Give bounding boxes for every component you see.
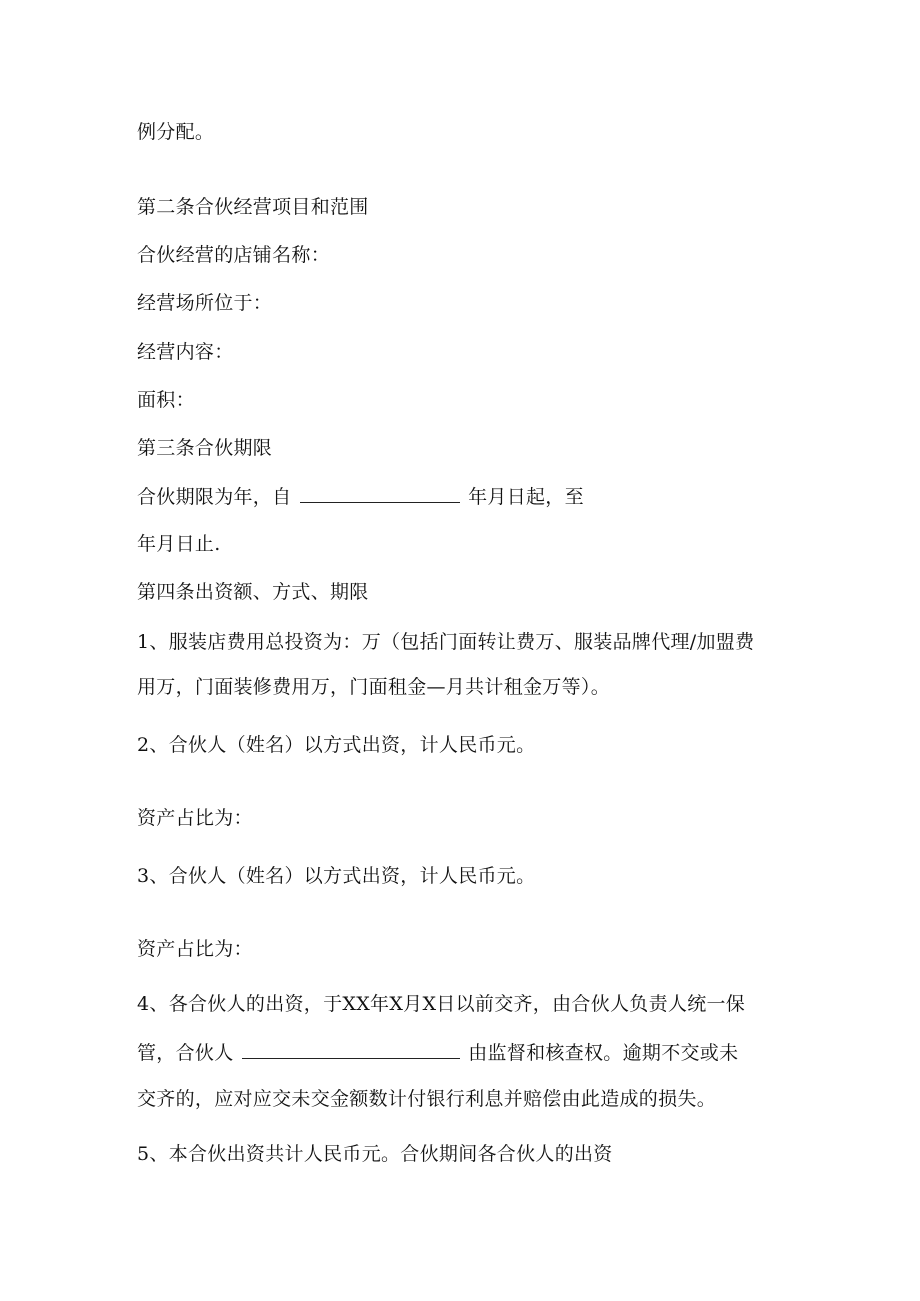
term-text-after: 年月日起，至 bbox=[468, 486, 584, 508]
section-heading-article-3: 第三条合伙期限 bbox=[137, 437, 273, 459]
supervisor-blank bbox=[242, 1040, 460, 1059]
text-line-item-5: 5、本合伙出资共计人民币元。合伙期间各合伙人的出资 bbox=[137, 1143, 613, 1165]
text-line-item-3: 3、合伙人（姓名）以方式出资，计人民币元。 bbox=[137, 865, 536, 887]
text-line-asset-ratio-1: 资产占比为： bbox=[137, 807, 253, 829]
text-line: 例分配。 bbox=[137, 121, 215, 143]
section-heading-article-2: 第二条合伙经营项目和范围 bbox=[137, 196, 369, 218]
term-start-blank bbox=[300, 484, 460, 503]
text-line-area: 面积： bbox=[137, 389, 195, 411]
text-line-item-2: 2、合伙人（姓名）以方式出资，计人民币元。 bbox=[137, 734, 536, 756]
term-text-before: 合伙期限为年，自 bbox=[137, 486, 292, 508]
text-line-term bbox=[137, 484, 584, 509]
section-heading-article-4: 第四条出资额、方式、期限 bbox=[137, 581, 369, 603]
manager-text-before: 管，合伙人 bbox=[137, 1042, 234, 1064]
text-line-business-content: 经营内容： bbox=[137, 341, 234, 363]
text-line-shop-name: 合伙经营的店铺名称： bbox=[137, 244, 331, 266]
text-line-item-4: 4、各合伙人的出资，于XX年X月X日以前交齐，由合伙人负责人统一保 bbox=[137, 993, 746, 1015]
text-line-item-1-cont: 用万，门面装修费用万，门面租金—月共计租金万等）。 bbox=[137, 676, 611, 698]
text-line-item-4-cont bbox=[137, 1040, 738, 1065]
text-line-item-4-end: 交齐的，应对应交未交金额数计付银行利息并赔偿由此造成的损失。 bbox=[137, 1088, 717, 1110]
text-line-asset-ratio-2: 资产占比为： bbox=[137, 938, 253, 960]
text-line-term-end: 年月日止. bbox=[137, 533, 221, 555]
manager-text-after: 由监督和核查权。逾期不交或未 bbox=[468, 1042, 739, 1064]
text-line-item-1: 1、服装店费用总投资为：万（包括门面转让费万、服装品牌代理/加盟费 bbox=[137, 631, 755, 653]
text-line-location: 经营场所位于： bbox=[137, 292, 273, 314]
